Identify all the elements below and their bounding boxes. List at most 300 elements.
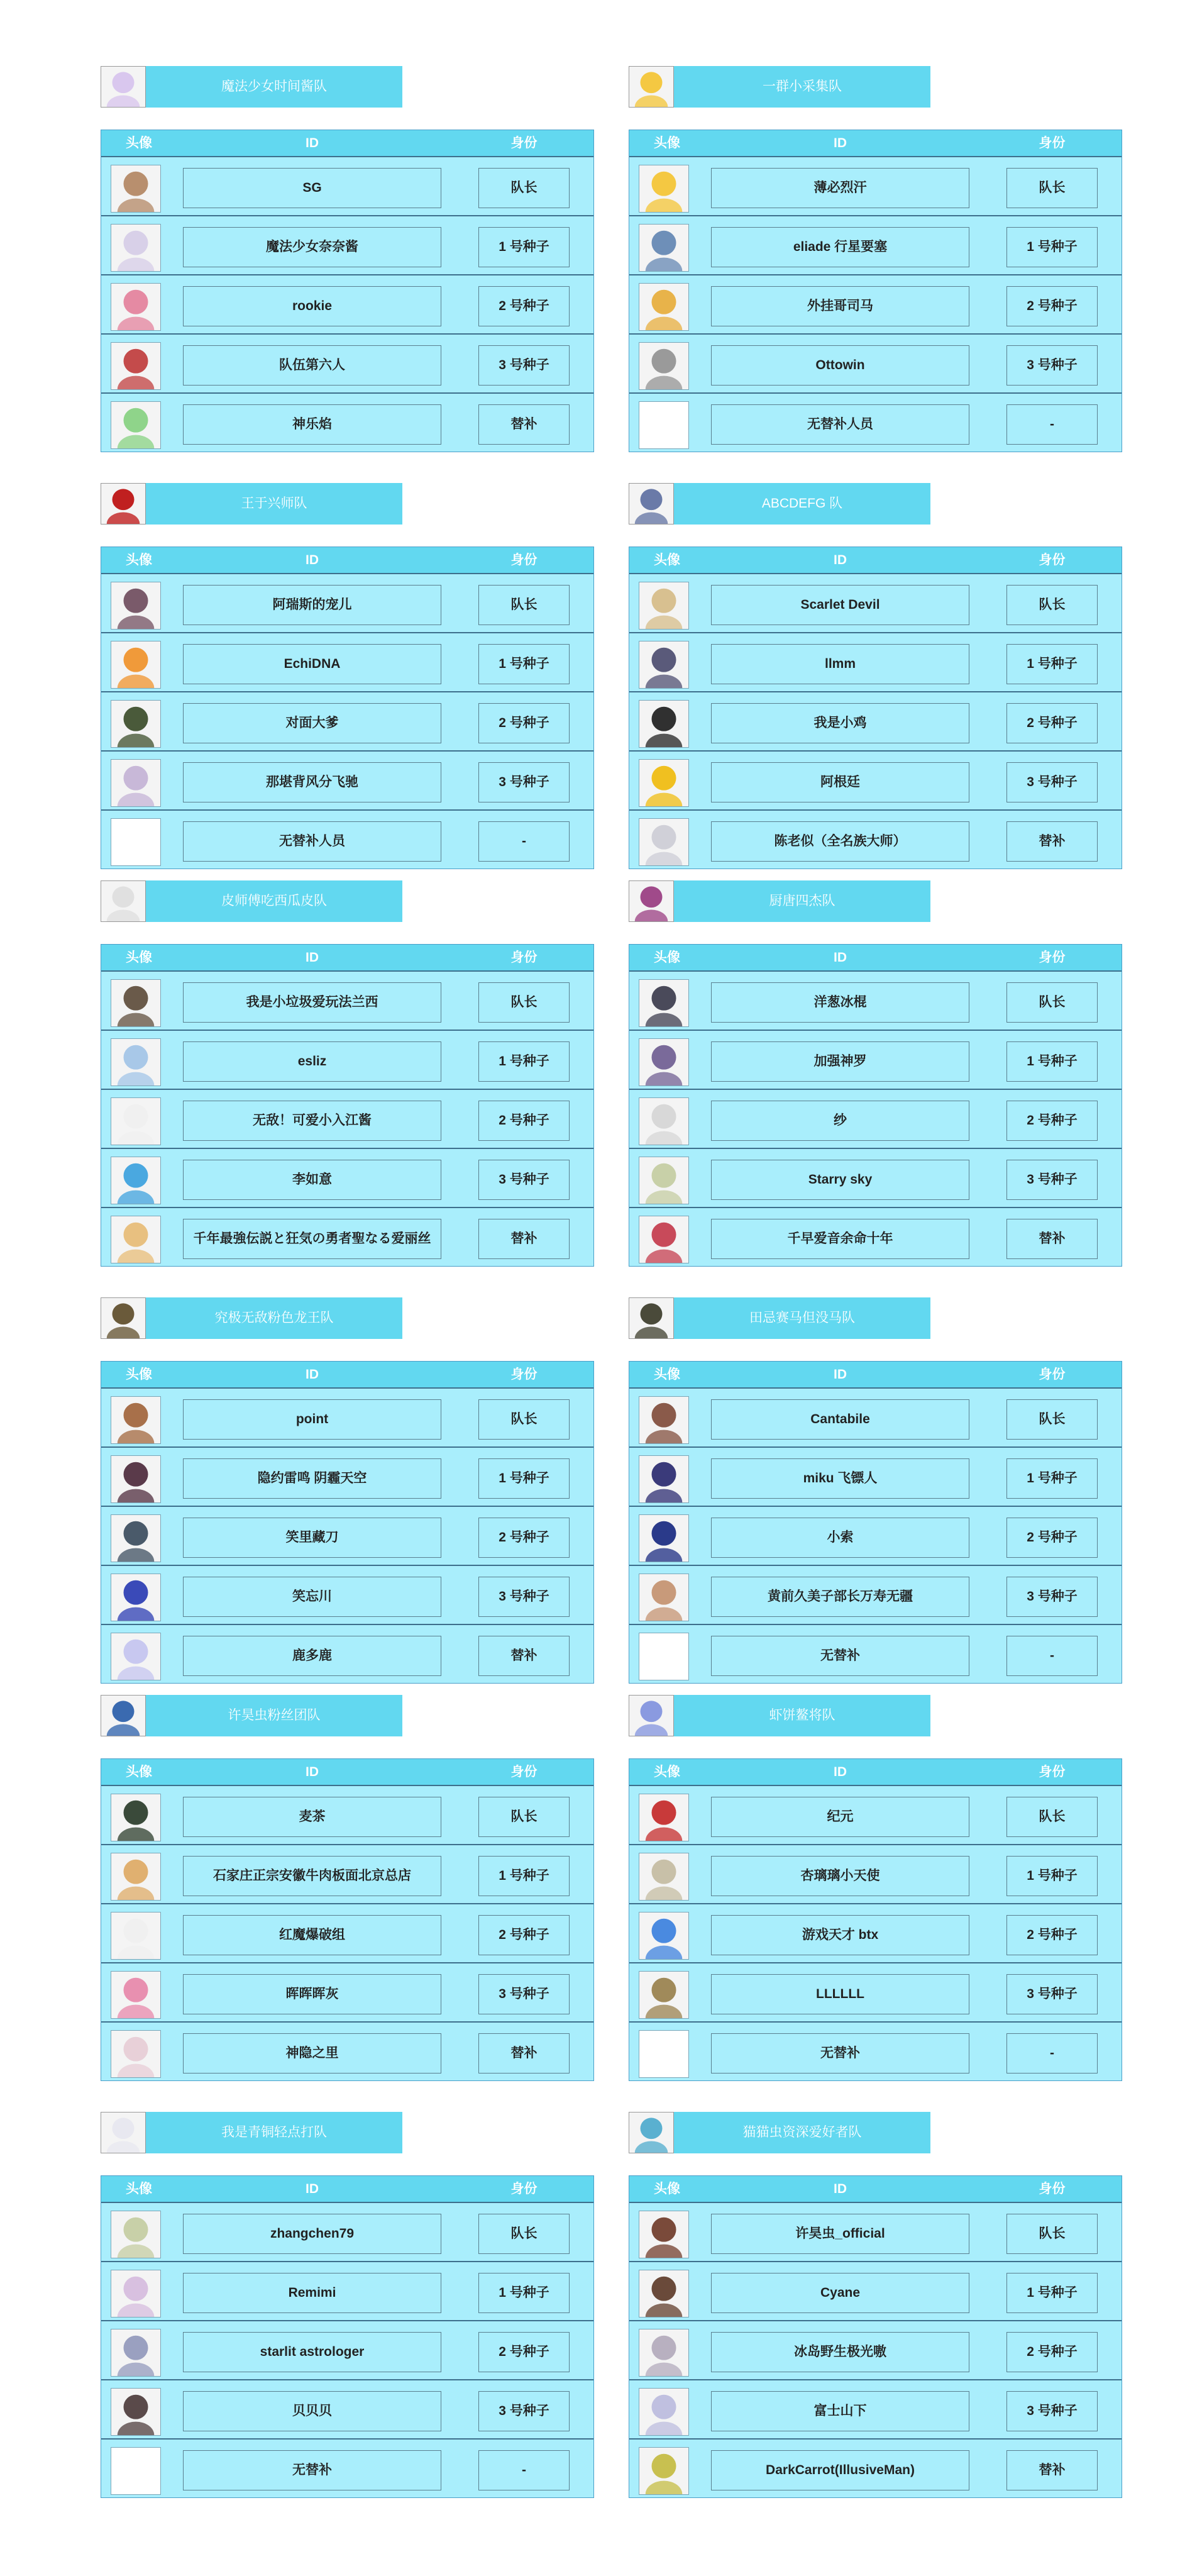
team-name: 许昊虫粉丝团队 — [228, 1708, 321, 1723]
player-role-cell: 3 号种子 — [478, 2391, 570, 2431]
table-row — [629, 1089, 1122, 1148]
player-id-cell: 红魔爆破组 — [183, 1915, 441, 1955]
player-id-cell: 贝贝贝 — [183, 2391, 441, 2431]
column-header-avatar: 头像 — [654, 1765, 680, 1779]
avatar — [639, 1574, 689, 1621]
avatar — [111, 1853, 161, 1901]
team-logo-icon — [101, 66, 146, 108]
team-header — [629, 66, 930, 108]
player-id-cell: 鹿多鹿 — [183, 1636, 441, 1676]
table-row — [101, 1624, 593, 1683]
player-id-cell: DarkCarrot(IllusiveMan) — [711, 2450, 969, 2490]
column-header-avatar: 头像 — [126, 2182, 152, 2196]
column-header-id: ID — [306, 136, 319, 150]
avatar — [639, 641, 689, 689]
table-header-row — [101, 130, 593, 156]
team-logo-icon — [101, 483, 146, 525]
avatar — [111, 2329, 161, 2377]
table-row — [101, 274, 593, 333]
avatar — [111, 1633, 161, 1680]
avatar — [111, 1514, 161, 1562]
player-role-cell: 队长 — [478, 2214, 570, 2254]
team-logo-icon — [629, 483, 674, 525]
table-row — [101, 2379, 593, 2438]
avatar — [639, 1971, 689, 2019]
column-header-id: ID — [306, 950, 319, 965]
column-header-id: ID — [306, 1765, 319, 1779]
column-header-role: 身份 — [510, 136, 538, 150]
roster-table — [629, 2175, 1122, 2498]
player-role-cell: 3 号种子 — [478, 1974, 570, 2014]
roster-table — [629, 1758, 1122, 2081]
table-header-row — [101, 547, 593, 573]
player-id-cell: 无替补 — [711, 2033, 969, 2074]
player-id-cell: miku 飞镖人 — [711, 1458, 969, 1499]
table-row — [101, 2261, 593, 2320]
table-header-row — [629, 130, 1122, 156]
column-header-role: 身份 — [1039, 136, 1066, 150]
roster-table — [629, 1361, 1122, 1684]
avatar — [639, 759, 689, 807]
column-header-avatar: 头像 — [126, 553, 152, 567]
avatar — [639, 1633, 689, 1680]
player-role-cell: 1 号种子 — [1006, 1856, 1098, 1896]
avatar — [111, 401, 161, 449]
table-row — [629, 2202, 1122, 2261]
player-role-cell: 队长 — [1006, 2214, 1098, 2254]
player-role-cell: 2 号种子 — [1006, 2332, 1098, 2372]
player-id-cell: 杏璃璃小天使 — [711, 1856, 969, 1896]
player-role-cell: 2 号种子 — [478, 1915, 570, 1955]
table-row — [629, 2261, 1122, 2320]
player-role-cell: 2 号种子 — [1006, 1915, 1098, 1955]
player-id-cell: 陈老似（全名族大师） — [711, 821, 969, 862]
avatar — [111, 1396, 161, 1444]
player-role-cell: 3 号种子 — [478, 762, 570, 802]
table-row — [101, 333, 593, 392]
team-logo-icon — [629, 66, 674, 108]
player-id-cell: eliade 行星要塞 — [711, 227, 969, 267]
column-header-id: ID — [306, 1367, 319, 1382]
avatar — [639, 2211, 689, 2258]
table-row — [101, 1785, 593, 1844]
player-id-cell: 魔法少女奈奈酱 — [183, 227, 441, 267]
player-id-cell: Ottowin — [711, 345, 969, 386]
column-header-role: 身份 — [1039, 553, 1066, 567]
table-row — [101, 573, 593, 632]
table-row — [629, 2021, 1122, 2080]
player-id-cell: 李如意 — [183, 1160, 441, 1200]
player-id-cell: 无敌！可爱小入江酱 — [183, 1101, 441, 1141]
player-id-cell: 阿瑞斯的宠儿 — [183, 585, 441, 625]
team-logo-icon — [629, 1297, 674, 1339]
avatar — [639, 1157, 689, 1204]
avatar — [111, 1912, 161, 1960]
column-header-role: 身份 — [510, 1765, 538, 1779]
column-header-role: 身份 — [510, 553, 538, 567]
player-role-cell: 队长 — [478, 982, 570, 1023]
avatar — [639, 1455, 689, 1503]
team-name: 究极无敌粉色龙王队 — [214, 1311, 334, 1325]
player-role-cell: 替补 — [478, 1219, 570, 1259]
player-role-cell: 1 号种子 — [1006, 644, 1098, 684]
player-id-cell: 无替补 — [711, 1636, 969, 1676]
avatar — [111, 700, 161, 748]
player-role-cell: 1 号种子 — [478, 2273, 570, 2313]
team-header — [101, 1297, 402, 1339]
player-role-cell: 2 号种子 — [1006, 1518, 1098, 1558]
team-header — [629, 1297, 930, 1339]
player-id-cell: 麦茶 — [183, 1797, 441, 1837]
team-name: 厨唐四杰队 — [769, 894, 835, 908]
team-header — [101, 483, 402, 525]
player-role-cell: 2 号种子 — [478, 2332, 570, 2372]
team-name: 猫猫虫资深爱好者队 — [742, 2125, 862, 2140]
table-row — [101, 970, 593, 1030]
table-header-row — [101, 1362, 593, 1387]
avatar — [639, 1853, 689, 1901]
player-role-cell: 替补 — [478, 1636, 570, 1676]
avatar — [639, 401, 689, 449]
player-id-cell: 洋葱冰棍 — [711, 982, 969, 1023]
table-row — [629, 573, 1122, 632]
table-row — [101, 1446, 593, 1506]
player-role-cell: 1 号种子 — [1006, 1458, 1098, 1499]
avatar — [639, 818, 689, 866]
avatar — [111, 2030, 161, 2078]
table-row — [629, 2438, 1122, 2497]
avatar — [111, 979, 161, 1027]
player-role-cell: 2 号种子 — [1006, 703, 1098, 743]
table-header-row — [101, 1759, 593, 1785]
table-row — [629, 1785, 1122, 1844]
player-role-cell: 队长 — [1006, 1797, 1098, 1837]
player-role-cell: 队长 — [478, 1399, 570, 1440]
player-id-cell: 隐约雷鸣 阴霾天空 — [183, 1458, 441, 1499]
table-header-row — [629, 2176, 1122, 2202]
player-role-cell: 队长 — [1006, 1399, 1098, 1440]
table-row — [101, 750, 593, 809]
table-header-row — [101, 945, 593, 970]
player-id-cell: Starry sky — [711, 1160, 969, 1200]
avatar — [111, 342, 161, 390]
table-row — [101, 2202, 593, 2261]
avatar — [111, 1097, 161, 1145]
player-role-cell: - — [1006, 404, 1098, 445]
player-role-cell: 队长 — [478, 1797, 570, 1837]
player-id-cell: Cantabile — [711, 1399, 969, 1440]
player-role-cell: 3 号种子 — [478, 1577, 570, 1617]
table-row — [101, 2320, 593, 2379]
table-row — [629, 1030, 1122, 1089]
player-id-cell: esliz — [183, 1041, 441, 1082]
team-logo-icon — [101, 1297, 146, 1339]
team-name: 虾饼鳌将队 — [769, 1708, 835, 1723]
player-role-cell: 2 号种子 — [1006, 286, 1098, 326]
table-row — [101, 1030, 593, 1089]
player-id-cell: 薄必烈汗 — [711, 168, 969, 208]
roster-table — [629, 547, 1122, 869]
player-role-cell: 2 号种子 — [478, 1518, 570, 1558]
team-header — [629, 880, 930, 922]
avatar — [111, 2388, 161, 2436]
table-row — [101, 1506, 593, 1565]
table-row — [629, 1387, 1122, 1446]
column-header-role: 身份 — [1039, 2182, 1066, 2196]
column-header-role: 身份 — [1039, 1367, 1066, 1382]
team-name: 我是青铜轻点打队 — [221, 2125, 327, 2140]
column-header-id: ID — [834, 2182, 847, 2196]
player-role-cell: 替补 — [478, 2033, 570, 2074]
player-id-cell: 游戏天才 btx — [711, 1915, 969, 1955]
team-name: ABCDEFG 队 — [761, 496, 843, 511]
player-role-cell: 2 号种子 — [478, 286, 570, 326]
player-role-cell: 1 号种子 — [478, 1856, 570, 1896]
table-row — [101, 1148, 593, 1207]
team-logo-icon — [101, 2112, 146, 2153]
roster-table — [101, 1758, 594, 2081]
table-row — [629, 1446, 1122, 1506]
avatar — [639, 1794, 689, 1841]
avatar — [111, 2211, 161, 2258]
player-role-cell: 3 号种子 — [1006, 762, 1098, 802]
avatar — [111, 641, 161, 689]
column-header-role: 身份 — [510, 950, 538, 965]
table-row — [629, 750, 1122, 809]
player-id-cell: LLLLLL — [711, 1974, 969, 2014]
player-id-cell: 纱 — [711, 1101, 969, 1141]
player-id-cell: 无替补人员 — [711, 404, 969, 445]
team-logo-icon — [629, 1695, 674, 1736]
player-role-cell: 1 号种子 — [1006, 227, 1098, 267]
player-id-cell: 千年最強伝説と狂気の勇者聖なる爱丽丝 — [183, 1219, 441, 1259]
table-row — [629, 1844, 1122, 1903]
player-id-cell: 对面大爹 — [183, 703, 441, 743]
avatar — [639, 2388, 689, 2436]
player-role-cell: 2 号种子 — [1006, 1101, 1098, 1141]
player-role-cell: - — [478, 821, 570, 862]
table-header-row — [629, 547, 1122, 573]
player-role-cell: 队长 — [1006, 168, 1098, 208]
player-id-cell: 队伍第六人 — [183, 345, 441, 386]
avatar — [639, 979, 689, 1027]
column-header-avatar: 头像 — [654, 1367, 680, 1382]
player-id-cell: 黄前久美子部长万寿无疆 — [711, 1577, 969, 1617]
table-row — [629, 2379, 1122, 2438]
table-row — [629, 1962, 1122, 2021]
team-name: 魔法少女时间酱队 — [221, 79, 327, 94]
player-role-cell: 3 号种子 — [478, 345, 570, 386]
player-role-cell: 1 号种子 — [478, 227, 570, 267]
team-header — [101, 66, 402, 108]
player-id-cell: 晖晖晖灰 — [183, 1974, 441, 2014]
player-role-cell: 队长 — [1006, 585, 1098, 625]
avatar — [639, 283, 689, 331]
avatar — [639, 1038, 689, 1086]
table-row — [101, 1844, 593, 1903]
team-header — [629, 2112, 930, 2153]
column-header-role: 身份 — [510, 2182, 538, 2196]
player-id-cell: 笑忘川 — [183, 1577, 441, 1617]
table-row — [629, 156, 1122, 215]
roster-table — [629, 130, 1122, 452]
table-row — [629, 1565, 1122, 1624]
column-header-role: 身份 — [510, 1367, 538, 1382]
table-row — [629, 632, 1122, 691]
avatar — [639, 2030, 689, 2078]
avatar — [111, 818, 161, 866]
table-header-row — [629, 1759, 1122, 1785]
table-header-row — [629, 945, 1122, 970]
player-id-cell: 外挂哥司马 — [711, 286, 969, 326]
team-header — [101, 880, 402, 922]
player-id-cell: 石家庄正宗安徽牛肉板面北京总店 — [183, 1856, 441, 1896]
roster-table — [101, 2175, 594, 2498]
table-row — [101, 1962, 593, 2021]
player-id-cell: 无替补人员 — [183, 821, 441, 862]
avatar — [639, 2447, 689, 2495]
table-row — [629, 1207, 1122, 1266]
avatar — [111, 582, 161, 630]
column-header-avatar: 头像 — [126, 950, 152, 965]
player-id-cell: zhangchen79 — [183, 2214, 441, 2254]
roster-table — [101, 944, 594, 1267]
player-role-cell: 3 号种子 — [1006, 1160, 1098, 1200]
avatar — [111, 165, 161, 213]
table-row — [629, 691, 1122, 750]
table-row — [101, 215, 593, 274]
team-header — [629, 1695, 930, 1736]
player-id-cell: 我是小鸡 — [711, 703, 969, 743]
player-role-cell: 队长 — [478, 585, 570, 625]
player-role-cell: - — [1006, 1636, 1098, 1676]
column-header-avatar: 头像 — [654, 553, 680, 567]
avatar — [111, 1574, 161, 1621]
roster-table — [101, 130, 594, 452]
player-id-cell: 千早爱音余命十年 — [711, 1219, 969, 1259]
table-row — [629, 2320, 1122, 2379]
player-role-cell: 1 号种子 — [1006, 1041, 1098, 1082]
player-role-cell: 3 号种子 — [1006, 345, 1098, 386]
avatar — [111, 2447, 161, 2495]
player-role-cell: 1 号种子 — [478, 644, 570, 684]
table-row — [101, 809, 593, 869]
player-role-cell: 1 号种子 — [478, 1041, 570, 1082]
table-row — [629, 215, 1122, 274]
team-logo-icon — [101, 1695, 146, 1736]
table-row — [101, 1387, 593, 1446]
table-row — [629, 809, 1122, 869]
player-role-cell: 3 号种子 — [1006, 1577, 1098, 1617]
avatar — [639, 1396, 689, 1444]
avatar — [639, 1514, 689, 1562]
column-header-avatar: 头像 — [654, 2182, 680, 2196]
column-header-id: ID — [834, 1765, 847, 1779]
player-id-cell: 神乐焰 — [183, 404, 441, 445]
player-role-cell: 1 号种子 — [1006, 2273, 1098, 2313]
team-name: 王于兴师队 — [241, 496, 307, 511]
table-row — [629, 1903, 1122, 1962]
player-id-cell: 富士山下 — [711, 2391, 969, 2431]
column-header-role: 身份 — [1039, 1765, 1066, 1779]
column-header-id: ID — [834, 553, 847, 567]
avatar — [639, 700, 689, 748]
avatar — [111, 1038, 161, 1086]
table-row — [629, 1506, 1122, 1565]
player-id-cell: point — [183, 1399, 441, 1440]
table-row — [101, 1089, 593, 1148]
column-header-avatar: 头像 — [126, 1765, 152, 1779]
column-header-id: ID — [306, 553, 319, 567]
player-role-cell: 替补 — [1006, 821, 1098, 862]
team-header — [101, 1695, 402, 1736]
column-header-role: 身份 — [1039, 950, 1066, 965]
table-header-row — [629, 1362, 1122, 1387]
avatar — [639, 2270, 689, 2318]
player-role-cell: 3 号种子 — [478, 1160, 570, 1200]
roster-table — [101, 547, 594, 869]
roster-table — [629, 944, 1122, 1267]
avatar — [639, 224, 689, 272]
player-id-cell: 神隐之里 — [183, 2033, 441, 2074]
avatar — [639, 582, 689, 630]
table-row — [629, 1624, 1122, 1683]
player-role-cell: 3 号种子 — [1006, 2391, 1098, 2431]
player-id-cell: 小索 — [711, 1518, 969, 1558]
avatar — [639, 1216, 689, 1263]
table-row — [101, 691, 593, 750]
team-name: 皮师傅吃西瓜皮队 — [221, 894, 327, 908]
player-id-cell: EchiDNA — [183, 644, 441, 684]
avatar — [639, 165, 689, 213]
avatar — [111, 2270, 161, 2318]
player-id-cell: 冰岛野生极光嗷 — [711, 2332, 969, 2372]
player-id-cell: starlit astrologer — [183, 2332, 441, 2372]
avatar — [111, 1216, 161, 1263]
player-id-cell: rookie — [183, 286, 441, 326]
player-role-cell: 队长 — [478, 168, 570, 208]
player-role-cell: 3 号种子 — [1006, 1974, 1098, 2014]
column-header-id: ID — [834, 950, 847, 965]
player-id-cell: 我是小垃圾爱玩法兰西 — [183, 982, 441, 1023]
player-id-cell: llmm — [711, 644, 969, 684]
player-role-cell: 替补 — [478, 404, 570, 445]
avatar — [639, 1097, 689, 1145]
column-header-avatar: 头像 — [654, 950, 680, 965]
team-name: 一群小采集队 — [763, 79, 842, 94]
table-row — [629, 392, 1122, 452]
player-id-cell: 许昊虫_official — [711, 2214, 969, 2254]
avatar — [111, 1157, 161, 1204]
table-row — [629, 1148, 1122, 1207]
team-logo-icon — [629, 880, 674, 922]
player-role-cell: 替补 — [1006, 1219, 1098, 1259]
player-id-cell: 笑里藏刀 — [183, 1518, 441, 1558]
table-row — [101, 1903, 593, 1962]
player-role-cell: 2 号种子 — [478, 703, 570, 743]
avatar — [111, 224, 161, 272]
team-logo-icon — [629, 2112, 674, 2153]
table-row — [101, 2021, 593, 2080]
table-row — [629, 274, 1122, 333]
avatar — [111, 1794, 161, 1841]
table-header-row — [101, 2176, 593, 2202]
table-row — [101, 156, 593, 215]
table-row — [629, 970, 1122, 1030]
table-row — [101, 392, 593, 452]
player-id-cell: 那堪背风分飞驰 — [183, 762, 441, 802]
column-header-avatar: 头像 — [654, 136, 680, 150]
